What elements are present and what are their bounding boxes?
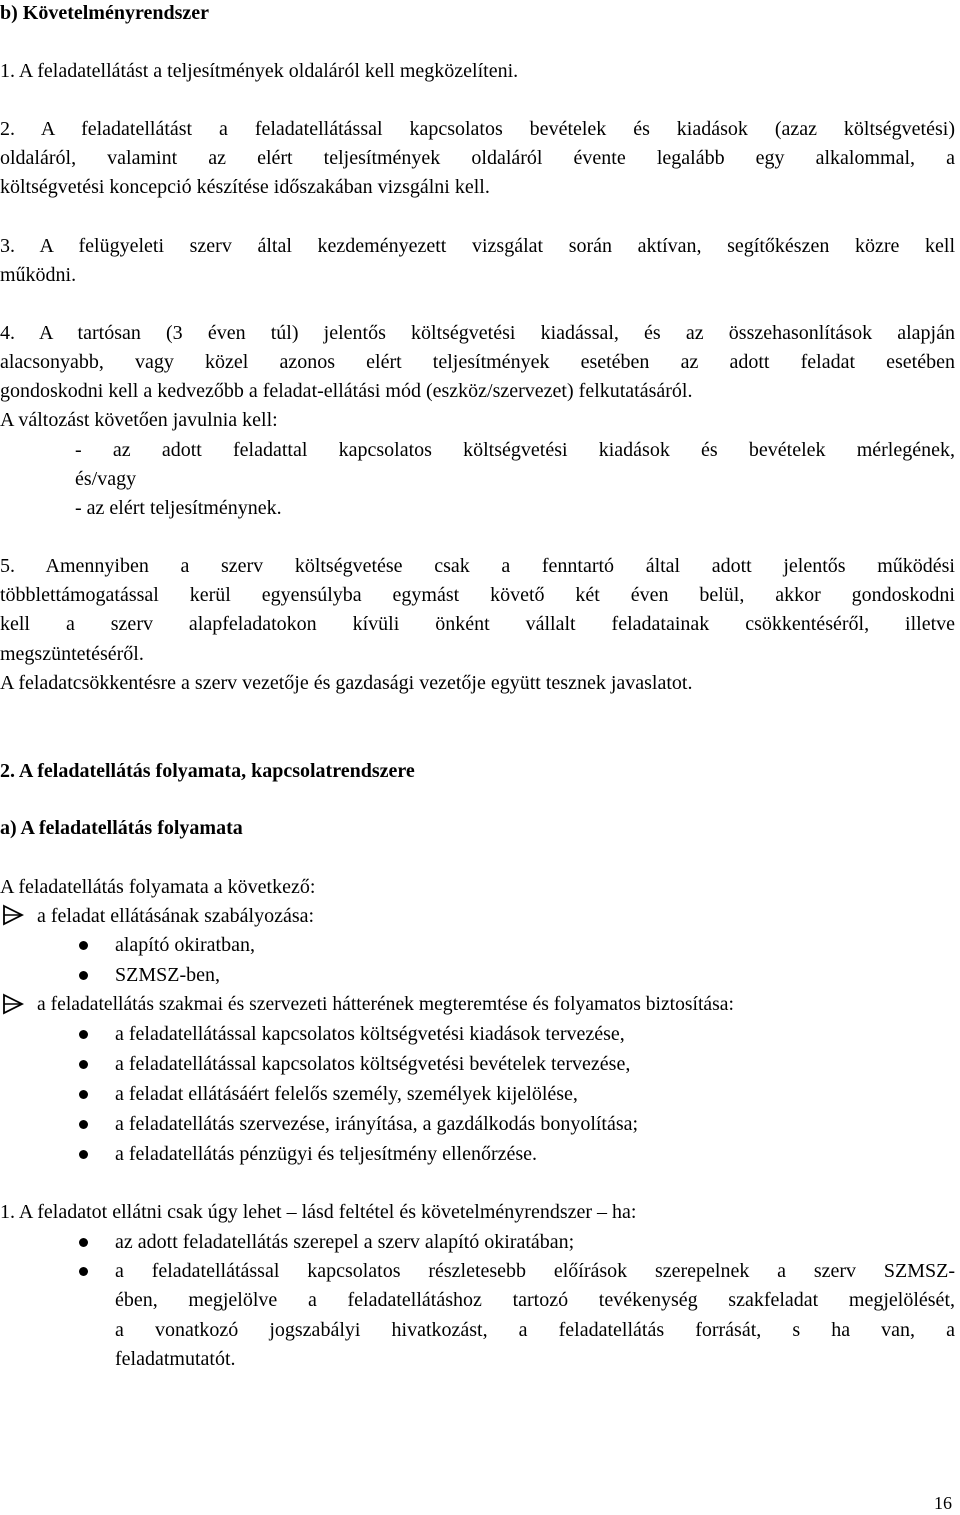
- process-arrow-item-1: a feladat ellátásának szabályozása:: [37, 905, 315, 927]
- process-sub-item: a feladatellátással kapcsolatos költségvetési kiadások tervezése,: [115, 1023, 625, 1045]
- req-item-3-line-1: 3. A felügyeleti szerv által kezdeményezett vizsgálat során aktívan, segítőkészen közre kell: [0, 235, 955, 257]
- process-sub-item: alapító okiratban,: [115, 934, 255, 956]
- condition-item-2-line-2: ében, megjelölve a feladatellátáshoz tartozó tevékenység szakfeladat megjelölését,: [115, 1289, 955, 1311]
- process-sub-item: a feladat ellátásáért felelős személy, személyek kijelölése,: [115, 1083, 578, 1105]
- req-item-4-line-2: alacsonyabb, vagy közel azonos elért teljesítmények esetében az adott feladat esetében: [0, 351, 955, 373]
- heading-requirements: b) Követelményrendszer: [0, 2, 210, 24]
- arrow-bullet-icon: [2, 993, 24, 1015]
- req-item-4-dash-1-cont: és/vagy: [75, 468, 137, 490]
- heading-process: a) A feladatellátás folyamata: [0, 817, 243, 839]
- req-item-4-line-1: 4. A tartósan (3 éven túl) jelentős költségvetési kiadással, és az összehasonlítások alapján: [0, 322, 955, 344]
- bullet-icon: [79, 1120, 88, 1129]
- heading-process-section: 2. A feladatellátás folyamata, kapcsolatrendszere: [0, 760, 415, 782]
- page-number: 16: [934, 1493, 952, 1513]
- bullet-icon: [79, 1267, 88, 1276]
- bullet-icon: [79, 941, 88, 950]
- req-item-4-dash-1: - az adott feladattal kapcsolatos költségvetési kiadások és bevételek mérlegének,: [75, 439, 955, 461]
- req-item-5-line-3: kell a szerv alapfeladatokon kívüli önként vállalt feladatainak csökkentéséről, illetve: [0, 613, 955, 635]
- bullet-icon: [79, 1090, 88, 1099]
- process-sub-item: a feladatellátás szervezése, irányítása, a gazdálkodás bonyolítása;: [115, 1113, 639, 1135]
- req-item-5-line-5: A feladatcsökkentésre a szerv vezetője és gazdasági vezetője együtt tesznek javaslatot.: [0, 672, 693, 694]
- condition-item-2-line-4: feladatmutatót.: [115, 1348, 236, 1370]
- req-item-2-line-2: oldaláról, valamint az elért teljesítmények oldaláról évente legalább egy alkalommal, a: [0, 147, 955, 169]
- req-item-5-line-4: megszüntetéséről.: [0, 643, 144, 665]
- arrow-bullet-icon: [2, 904, 24, 926]
- bullet-icon: [79, 1030, 88, 1039]
- condition-item-2-line-3: a vonatkozó jogszabályi hivatkozást, a feladatellátás forrását, s ha van, a: [115, 1319, 955, 1341]
- condition-item-2-line-1: a feladatellátással kapcsolatos részletesebb előírások szerepelnek a szerv SZMSZ-: [115, 1260, 955, 1282]
- condition-item-1: az adott feladatellátás szerepel a szerv alapító okiratában;: [115, 1231, 575, 1253]
- req-item-4-line-3: gondoskodni kell a kedvezőbb a feladat-ellátási mód (eszköz/szervezet) felkutatásáról.: [0, 380, 693, 402]
- req-item-1: 1. A feladatellátást a teljesítmények oldaláról kell megközelíteni.: [0, 60, 519, 82]
- req-item-4-line-4: A változást követően javulnia kell:: [0, 409, 278, 431]
- process-sub-item: SZMSZ-ben,: [115, 964, 220, 986]
- process-arrow-item-2: a feladatellátás szakmai és szervezeti hátterének megteremtése és folyamatos biztosítása:: [37, 994, 734, 1015]
- process-sub-item: a feladatellátás pénzügyi és teljesítmény ellenőrzése.: [115, 1143, 538, 1165]
- req-item-2-line-3: költségvetési koncepció készítése időszakában vizsgálni kell.: [0, 176, 490, 198]
- process-sub-item: a feladatellátással kapcsolatos költségvetési bevételek tervezése,: [115, 1053, 631, 1075]
- process-intro: A feladatellátás folyamata a következő:: [0, 876, 316, 898]
- req-item-2-line-1: 2. A feladatellátást a feladatellátással kapcsolatos bevételek és kiadások (azaz költségvetési): [0, 118, 955, 140]
- bullet-icon: [79, 1238, 88, 1247]
- req-item-5-line-1: 5. Amennyiben a szerv költségvetése csak a fenntartó által adott jelentős működési: [0, 555, 955, 577]
- bullet-icon: [79, 1150, 88, 1159]
- condition-intro: 1. A feladatot ellátni csak úgy lehet – lásd feltétel és követelményrendszer – ha:: [0, 1201, 637, 1223]
- req-item-3-line-2: működni.: [0, 264, 77, 286]
- bullet-icon: [79, 971, 88, 980]
- bullet-icon: [79, 1060, 88, 1069]
- req-item-5-line-2: többlettámogatással kerül egyensúlyba egymást követő két éven belül, akkor gondoskodni: [0, 584, 955, 606]
- req-item-4-dash-2: - az elért teljesítménynek.: [75, 497, 282, 519]
